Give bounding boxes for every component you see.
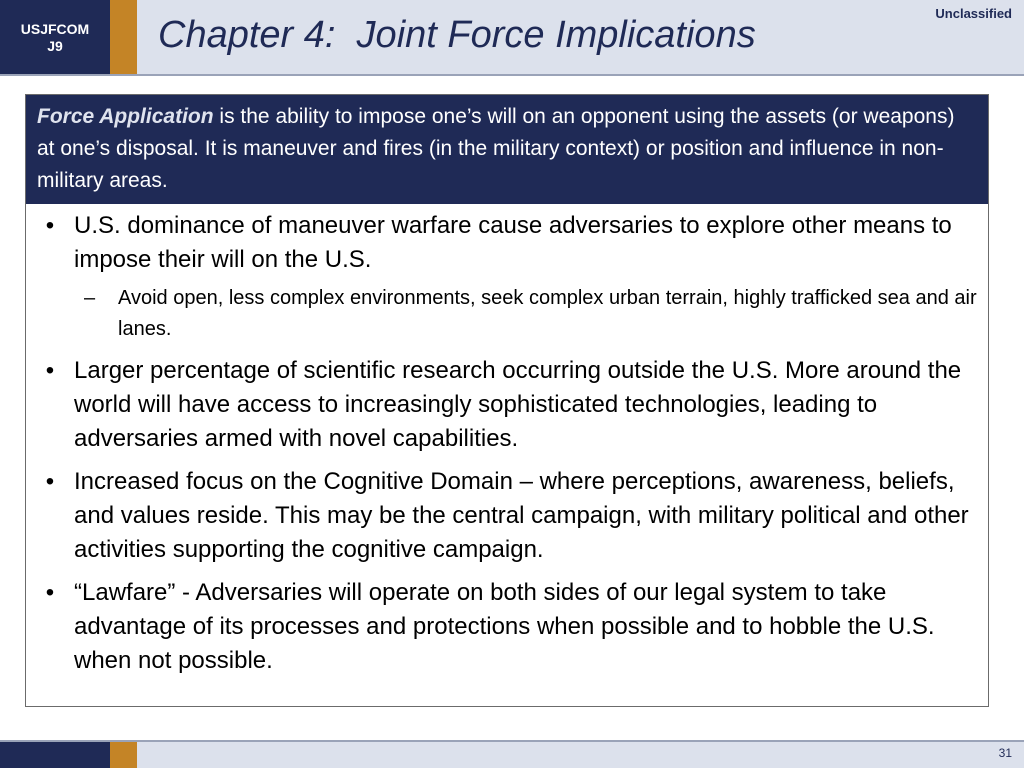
footer-divider bbox=[0, 740, 1024, 742]
definition-term: Force Application bbox=[37, 105, 214, 128]
bullet-item bbox=[40, 576, 980, 678]
footer-bar bbox=[0, 740, 1024, 768]
bullet-text: “Lawfare” - Adversaries will operate on both sides of our legal system to take advantage of its processes and protections when possible and to hobble the U.S. when not possible. bbox=[74, 579, 935, 674]
footer-accent-stripe bbox=[110, 742, 137, 768]
sub-bullet-list bbox=[74, 283, 980, 345]
bullet-text: U.S. dominance of maneuver warfare cause adversaries to explore other means to impose their will on the U.S. bbox=[74, 212, 952, 273]
bullet-marker: • bbox=[45, 579, 55, 606]
bullet-text: Increased focus on the Cognitive Domain – where perceptions, awareness, beliefs, and values reside. This may be the central campaign, with military political and other activities supporting the cognitive campaign. bbox=[74, 468, 969, 563]
content-box bbox=[25, 94, 989, 707]
definition-text: is the ability to impose one’s will on an opponent using the assets (or weapons) at one’s disposal. It is maneuver and fires (in the military context) or position and influence in non-military areas. bbox=[37, 105, 955, 192]
slide-title: Chapter 4: Joint Force Implications bbox=[158, 14, 756, 56]
sub-bullet-marker: – bbox=[84, 287, 96, 309]
bullet-item bbox=[40, 209, 980, 345]
org-badge-line2: J9 bbox=[47, 38, 63, 54]
sub-bullet-item bbox=[74, 283, 980, 345]
definition-box bbox=[26, 95, 988, 204]
bullet-item bbox=[40, 354, 980, 456]
bullet-marker: • bbox=[45, 357, 55, 384]
sub-bullet-text: Avoid open, less complex environments, seek complex urban terrain, highly trafficked sea and air lanes. bbox=[118, 287, 977, 340]
page-number: 31 bbox=[998, 746, 1012, 760]
footer-navy-block bbox=[0, 742, 110, 768]
bullet-item bbox=[40, 465, 980, 567]
bullet-list bbox=[26, 204, 988, 678]
header-divider bbox=[0, 74, 1024, 76]
org-badge bbox=[0, 0, 110, 76]
bullet-marker: • bbox=[45, 468, 55, 495]
org-badge-line1: USJFCOM bbox=[20, 21, 90, 37]
bullet-marker: • bbox=[45, 212, 55, 239]
classification-label: Unclassified bbox=[935, 6, 1012, 21]
header-accent-stripe bbox=[110, 0, 137, 76]
bullet-text: Larger percentage of scientific research occurring outside the U.S. More around the world will have access to increasingly sophisticated technologies, leading to adversaries armed with novel capabilities. bbox=[74, 357, 962, 452]
